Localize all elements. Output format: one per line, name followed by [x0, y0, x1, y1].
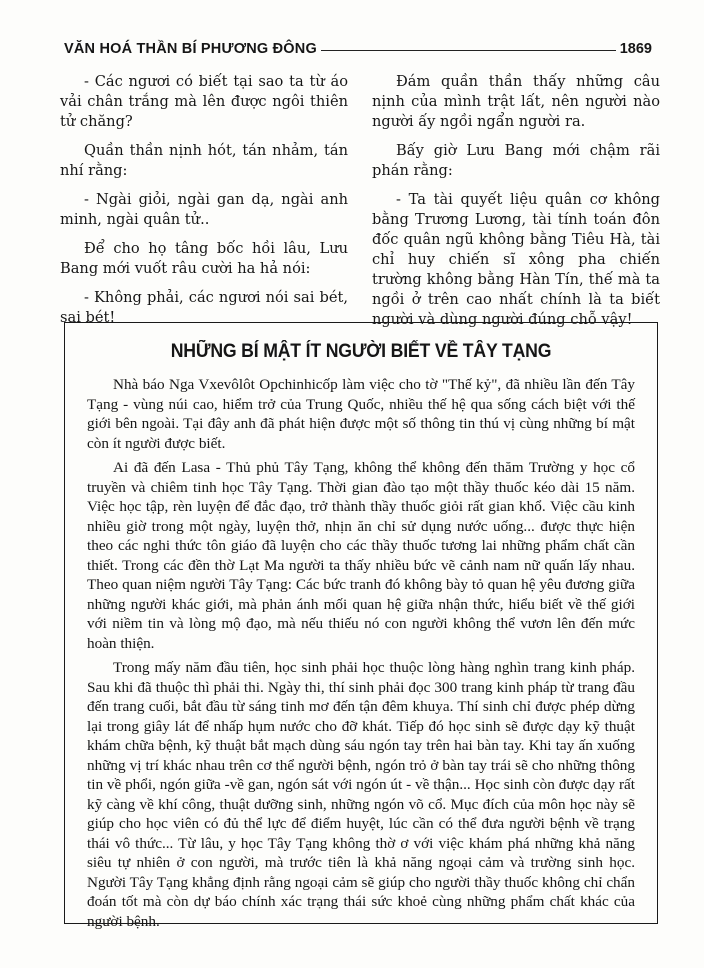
paragraph: Đám quần thần thấy những câu nịnh của mình trật lất, nên người nào người ấy ngồi ngẩn người ra. [372, 73, 660, 130]
box-paragraph: Trong mấy năm đầu tiên, học sinh phải học thuộc lòng hàng nghìn trang kinh pháp. Sau khi đã thuộc thì phải thi. Ngày thi, thí sinh phải đọc 300 trang kinh pháp từ trang đầu đến trang cuối, bắt đầu từ sáng tinh mơ đến tận đêm khuya. Thí sinh chỉ được phép dừng lại trong giây lát để nhấp hụm nước cho đỡ khát. Tiếp đó học sinh sẽ được dạy kỹ thuật khám chữa bệnh, kỹ thuật bắt mạch dùng sáu ngón tay trên hai bàn tay. Khi tay ấn xuống những vị trí khác nhau trên cơ thể người bệnh, ngón trỏ ở bàn tay trái sẽ cho những thông tin về phổi, ngón giữa -về gan, ngón sát với ngón út - về thận... Học sinh còn được dạy rất kỹ càng về khí công, thuật dưỡng sinh, những ngón võ cổ. Mục đích của môn học này sẽ giúp cho học viên có đủ thể lực để điểm huyệt, lúc cần có thể đưa người bệnh về trạng thái vô thức... Từ lâu, y học Tây Tạng không thờ ơ với việc khám phá những khả năng siêu tự nhiên ở con người, mà trước tiên là khả năng ngoại cảm và trường sinh học. Người Tây Tạng khẳng định rằng ngoại cảm sẽ giúp cho người thầy thuốc không chỉ chẩn đoán tốt mà còn dự báo chính xác trạng thái sức khoẻ cùng những phẩm chất khác của người bệnh. [87, 659, 635, 930]
paragraph: - Không phải, các ngươi nói sai bét, sai bét! [60, 289, 348, 326]
page-number: 1869 [619, 41, 652, 57]
paragraph: - Ngài giỏi, ngài gan dạ, ngài anh minh, ngài quân tử.. [60, 191, 348, 228]
paragraph: Bấy giờ Lưu Bang mới chậm rãi phán rằng: [372, 142, 660, 179]
page-header [64, 38, 652, 60]
two-column-text [60, 72, 660, 330]
paragraph: Để cho họ tâng bốc hồi lâu, Lưu Bang mới vuốt râu cười ha hả nói: [60, 240, 348, 277]
paragraph: Quần thần nịnh hót, tán nhảm, tán nhí rằng: [60, 142, 348, 179]
box-paragraph: Nhà báo Nga Vxevôlôt Opchinhicốp làm việc cho tờ "Thế kỷ", đã nhiều lần đến Tây Tạng - vùng núi cao, hiểm trở của Trung Quốc, nhiều thế hệ qua sống cách biệt với thế giới bên ngoài. Tại đây anh đã phát hiện được một số thông tin thú vị cùng những bí mật còn ít người được biết. [87, 376, 635, 452]
left-column [60, 72, 348, 330]
right-column [372, 72, 660, 330]
running-title: VĂN HOÁ THẦN BÍ PHƯƠNG ĐÔNG [64, 41, 317, 57]
paragraph: - Ta tài quyết liệu quân cơ không bằng Trương Lương, tài tính toán đôn đốc quân ngũ không bằng Tiêu Hà, tài chỉ huy chiến sĩ xông pha chiến trường không bằng Hàn Tín, thế mà ta ngồi ở trên cao nhất chính là ta biết người và dùng người đúng chỗ vậy! [372, 191, 660, 328]
header-rule [321, 50, 616, 51]
paragraph: - Các ngươi có biết tại sao ta từ áo vải chân trắng mà lên được ngôi thiên tử chăng? [60, 73, 348, 130]
box-paragraph: Ai đã đến Lasa - Thủ phủ Tây Tạng, không thể không đến thăm Trường y học cổ truyền và chiêm tinh học Tây Tạng. Thời gian đào tạo một thầy thuốc kéo dài 15 năm. Việc học tập, rèn luyện để đắc đạo, trở thành thầy thuốc giỏi rất gian khổ. Việc cầu kinh nhiều giờ trong một ngày, luyện thở, nhịn ăn chỉ sử dụng nước uống... được thực hiện theo các nghi thức tôn giáo đã luyện cho các thầy thuốc tương lai những phẩm chất cần thiết. Trong các đền thờ Lạt Ma người ta thấy nhiều bức vẽ cảnh nam nữ quấn lấy nhau. Theo quan niệm người Tây Tạng: Các bức tranh đó không bày tỏ quan hệ yêu đương giữa những người khác giới, mà phản ánh mối quan hệ giữa nhận thức, hiểu biết về thế giới với niềm tin và lòng mộ đạo, mà nếu thiếu nó con người không thể vươn lên đến mức hoàn thiện. [87, 459, 635, 652]
sidebar-box [64, 322, 658, 930]
box-title: NHỮNG BÍ MẬT ÍT NGƯỜI BIẾT VỀ TÂY TẠNG [170, 341, 552, 362]
